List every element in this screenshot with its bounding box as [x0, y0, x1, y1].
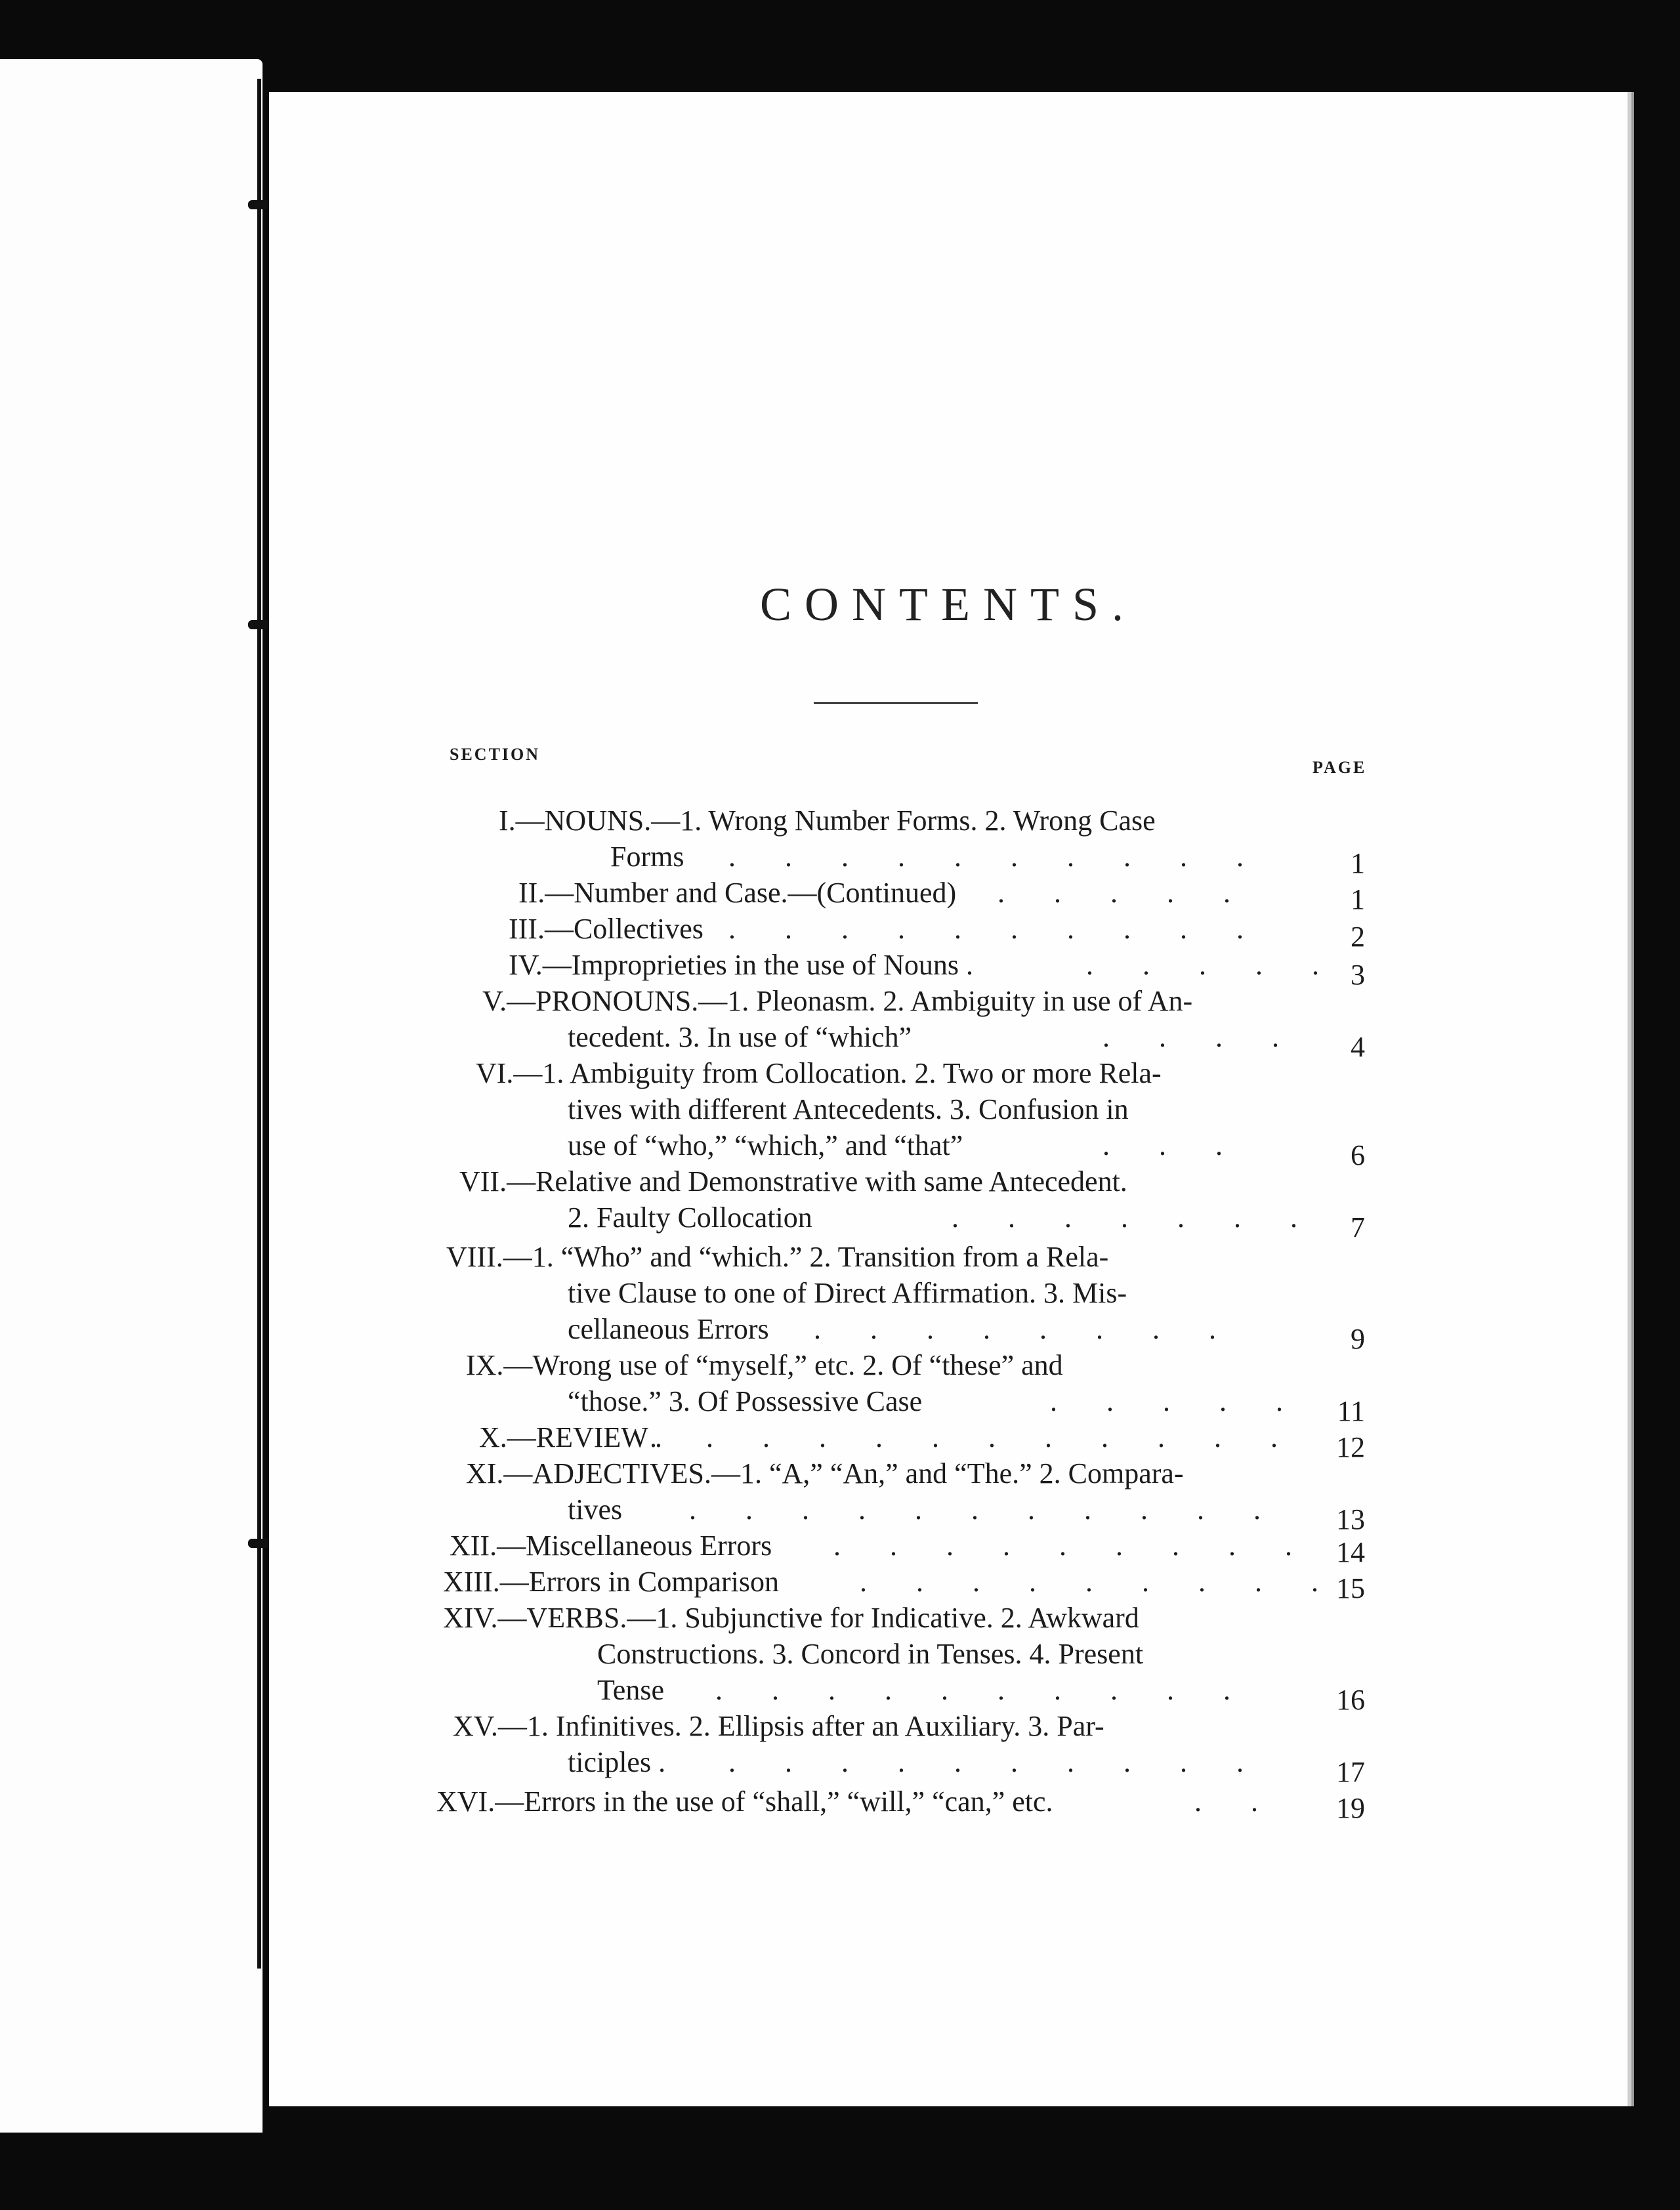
toc-entry-page: 1 [1351, 883, 1365, 915]
toc-entry-page: 3 [1351, 959, 1365, 991]
toc-entry-page: 16 [1336, 1684, 1365, 1716]
binding-stitch [248, 1539, 272, 1548]
toc-entry-page: 17 [1336, 1756, 1365, 1788]
leader-dots: . . . . . [998, 877, 1251, 909]
toc-entry-line: VIII.—1. “Who” and “which.” 2. Transition from a Rela- [446, 1241, 1109, 1273]
toc-entry-line: tecedent. 3. In use of “which” [568, 1021, 912, 1053]
table-of-contents [269, 92, 1628, 2106]
leader-dots: . . . . [1102, 1021, 1300, 1053]
toc-entry-line: use of “who,” “which,” and “that” [568, 1129, 963, 1161]
toc-entry-line: tives with different Antecedents. 3. Confusion in [568, 1093, 1129, 1125]
toc-entry-line: VII.—Relative and Demonstrative with same Antecedent. [459, 1165, 1127, 1198]
toc-entry-page: 19 [1336, 1792, 1365, 1824]
binding-stitch [248, 200, 272, 209]
toc-entry-line: XVI.—Errors in the use of “shall,” “will,” “can,” etc. [436, 1785, 1053, 1818]
leader-dots: . . . . . . . . . . [728, 913, 1265, 945]
leader-dots: . . . . . [1086, 949, 1340, 981]
toc-entry-page: 4 [1351, 1031, 1365, 1063]
toc-entry-line: XIV.—VERBS.—1. Subjunctive for Indicative. 2. Awkward [443, 1602, 1139, 1634]
leader-dots: . . . . . . . . . . [715, 1674, 1251, 1706]
toc-entry-line: XII.—Miscellaneous Errors [450, 1530, 772, 1562]
toc-entry-line: “those.” 3. Of Possessive Case [568, 1385, 923, 1417]
toc-entry-page: 6 [1351, 1139, 1365, 1171]
toc-entry-page: 9 [1351, 1323, 1365, 1355]
leader-dots: . . . . . . . [952, 1201, 1318, 1234]
toc-entry-page: 2 [1351, 921, 1365, 953]
toc-entry-line: XIII.—Errors in Comparison [443, 1566, 780, 1598]
toc-entry-line: Tense [597, 1674, 664, 1706]
toc-entry-page: 14 [1336, 1536, 1365, 1568]
leader-dots: . . . . . . . . . [860, 1566, 1339, 1598]
binding-spine [257, 79, 261, 1969]
leader-dots: . . . . . . . . . . [728, 1746, 1265, 1778]
leader-dots: . . . . . . . . . . . . [650, 1421, 1299, 1453]
toc-entry-page: 11 [1337, 1395, 1365, 1427]
toc-entry-line: II.—Number and Case.—(Continued) [518, 877, 957, 909]
page-title: CONTENTS. [760, 578, 1137, 631]
toc-entry-line: Constructions. 3. Concord in Tenses. 4. Present [597, 1638, 1144, 1670]
leader-dots: . . . [1102, 1129, 1244, 1161]
leader-dots: . . . . . . . . [814, 1313, 1237, 1345]
toc-entry-line: VI.—1. Ambiguity from Collocation. 2. Two or more Rela- [476, 1057, 1162, 1089]
toc-entry-page: 12 [1336, 1431, 1365, 1463]
toc-entry-line: I.—NOUNS.—1. Wrong Number Forms. 2. Wrong Case [499, 804, 1156, 837]
leader-dots: . . . . . . . . . . [728, 841, 1265, 873]
leader-dots: . . . . . [1050, 1385, 1304, 1417]
toc-entry-line: 2. Faulty Collocation [568, 1201, 812, 1234]
toc-entry-page: 15 [1336, 1572, 1365, 1604]
toc-entry-line: XI.—ADJECTIVES.—1. “A,” “An,” and “The.” 2. Compara- [466, 1457, 1184, 1490]
toc-entry-page: 13 [1336, 1503, 1365, 1535]
toc-entry-line: IV.—Improprieties in the use of Nouns . [509, 949, 973, 981]
page-column-header: PAGE [1312, 758, 1367, 777]
leader-dots: . . [1194, 1785, 1279, 1818]
toc-entry-line: tive Clause to one of Direct Affirmation. 3. Mis- [568, 1277, 1127, 1309]
toc-entry-line: cellaneous Errors [568, 1313, 769, 1345]
leader-dots: . . . . . . . . . . . [689, 1493, 1282, 1526]
leader-dots: . . . . . . . . . [833, 1530, 1313, 1562]
toc-entry-page: 7 [1351, 1211, 1365, 1243]
facing-page-edge [0, 59, 262, 2133]
toc-entry-line: tives [568, 1493, 623, 1526]
binding-stitch [248, 620, 272, 629]
toc-entry-line: V.—PRONOUNS.—1. Pleonasm. 2. Ambiguity in use of An- [482, 985, 1193, 1017]
toc-entry-line: X.—REVIEW . [479, 1421, 663, 1453]
toc-entry-line: XV.—1. Infinitives. 2. Ellipsis after an Auxiliary. 3. Par- [453, 1710, 1104, 1742]
toc-entry-line: ticiples . [568, 1746, 666, 1778]
toc-entry-page: 1 [1351, 847, 1365, 879]
toc-entry-line: III.—Collectives [509, 913, 704, 945]
section-column-header: SECTION [450, 745, 541, 764]
toc-entry-line: IX.—Wrong use of “myself,” etc. 2. Of “these” and [466, 1349, 1063, 1381]
toc-entry-line: Forms [610, 841, 684, 873]
book-page [269, 92, 1628, 2106]
